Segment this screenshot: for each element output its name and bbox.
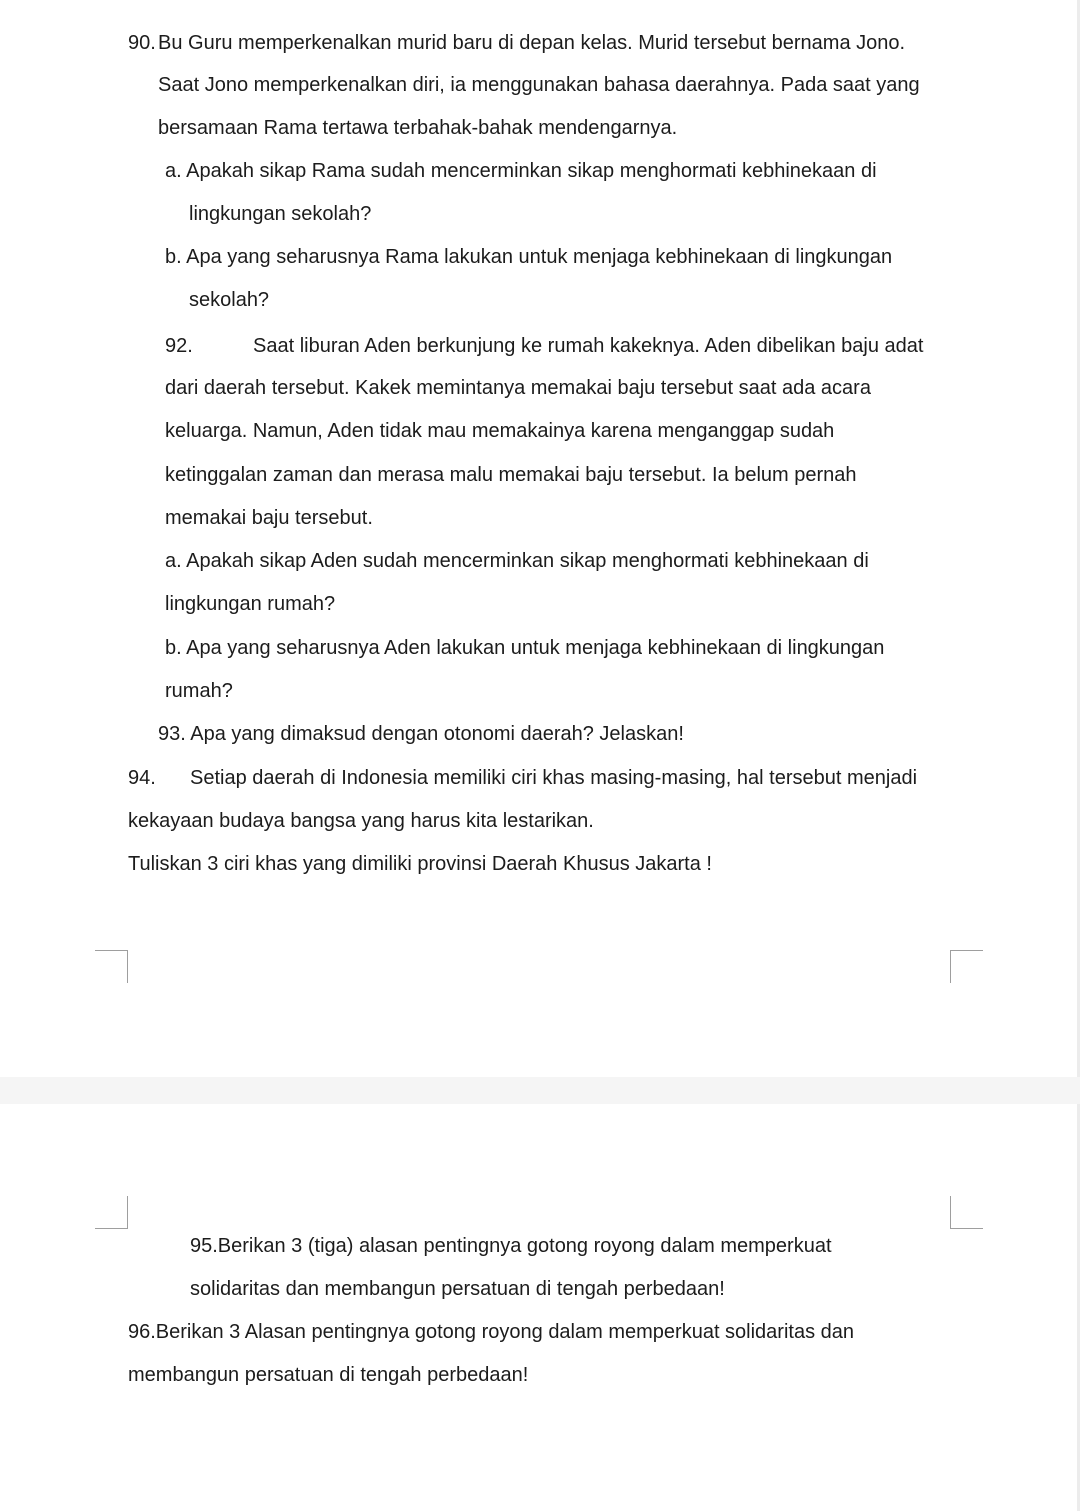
- question-90-sub-b-line-2: sekolah?: [189, 289, 270, 311]
- question-90-sub-b-line-1: b. Apa yang seharusnya Rama lakukan untuk menjaga kebhinekaan di lingkungan: [165, 246, 893, 268]
- question-92-line-3: keluarga. Namun, Aden tidak mau memakainya karena menganggap sudah: [165, 420, 835, 442]
- question-93: 93. Apa yang dimaksud dengan otonomi daerah? Jelaskan!: [158, 723, 684, 745]
- question-92-line-2: dari daerah tersebut. Kakek memintanya memakai baju tersebut saat ada acara: [165, 377, 871, 399]
- question-96-line-1: 96.Berikan 3 Alasan pentingnya gotong royong dalam memperkuat solidaritas dan: [128, 1321, 855, 1343]
- question-96-line-2: membangun persatuan di tengah perbedaan!: [128, 1364, 529, 1386]
- question-92-sub-b-line-1: b. Apa yang seharusnya Aden lakukan untuk menjaga kebhinekaan di lingkungan: [165, 637, 885, 659]
- crop-mark-top-left: [95, 950, 128, 983]
- page-break-band: [0, 1077, 1080, 1104]
- question-95-line-2: solidaritas dan membangun persatuan di tengah perbedaan!: [190, 1278, 725, 1300]
- question-94-line-1: Setiap daerah di Indonesia memiliki ciri khas masing-masing, hal tersebut menjadi: [190, 767, 918, 789]
- question-92-sub-b-line-2: rumah?: [165, 680, 233, 702]
- question-90-number: 90.: [128, 32, 156, 54]
- question-92-number: 92.: [165, 335, 193, 357]
- question-90-sub-a-line-2: lingkungan sekolah?: [189, 203, 372, 225]
- crop-mark-top-right: [950, 950, 983, 983]
- question-90-line-2: Saat Jono memperkenalkan diri, ia menggunakan bahasa daerahnya. Pada saat yang: [158, 74, 920, 96]
- crop-mark-bottom-left: [95, 1196, 128, 1229]
- question-92-line-4: ketinggalan zaman dan merasa malu memakai baju tersebut. Ia belum pernah: [165, 464, 857, 486]
- question-92-sub-a-line-1: a. Apakah sikap Aden sudah mencerminkan sikap menghormati kebhinekaan di: [165, 550, 869, 572]
- question-90-line-3: bersamaan Rama tertawa terbahak-bahak mendengarnya.: [158, 117, 678, 139]
- question-92-line-5: memakai baju tersebut.: [165, 507, 373, 529]
- question-94-number: 94.: [128, 767, 156, 789]
- crop-mark-bottom-right: [950, 1196, 983, 1229]
- question-95-line-1: 95.Berikan 3 (tiga) alasan pentingnya gotong royong dalam memperkuat: [190, 1235, 832, 1257]
- question-90-sub-a-line-1: a. Apakah sikap Rama sudah mencerminkan sikap menghormati kebhinekaan di: [165, 160, 877, 182]
- question-92-sub-a-line-2: lingkungan rumah?: [165, 593, 336, 615]
- question-94-line-2: kekayaan budaya bangsa yang harus kita lestarikan.: [128, 810, 594, 832]
- question-90-line-1: Bu Guru memperkenalkan murid baru di depan kelas. Murid tersebut bernama Jono.: [158, 32, 906, 54]
- question-92-line-1: Saat liburan Aden berkunjung ke rumah kakeknya. Aden dibelikan baju adat: [253, 335, 924, 357]
- question-94-line-3: Tuliskan 3 ciri khas yang dimiliki provinsi Daerah Khusus Jakarta !: [128, 853, 712, 875]
